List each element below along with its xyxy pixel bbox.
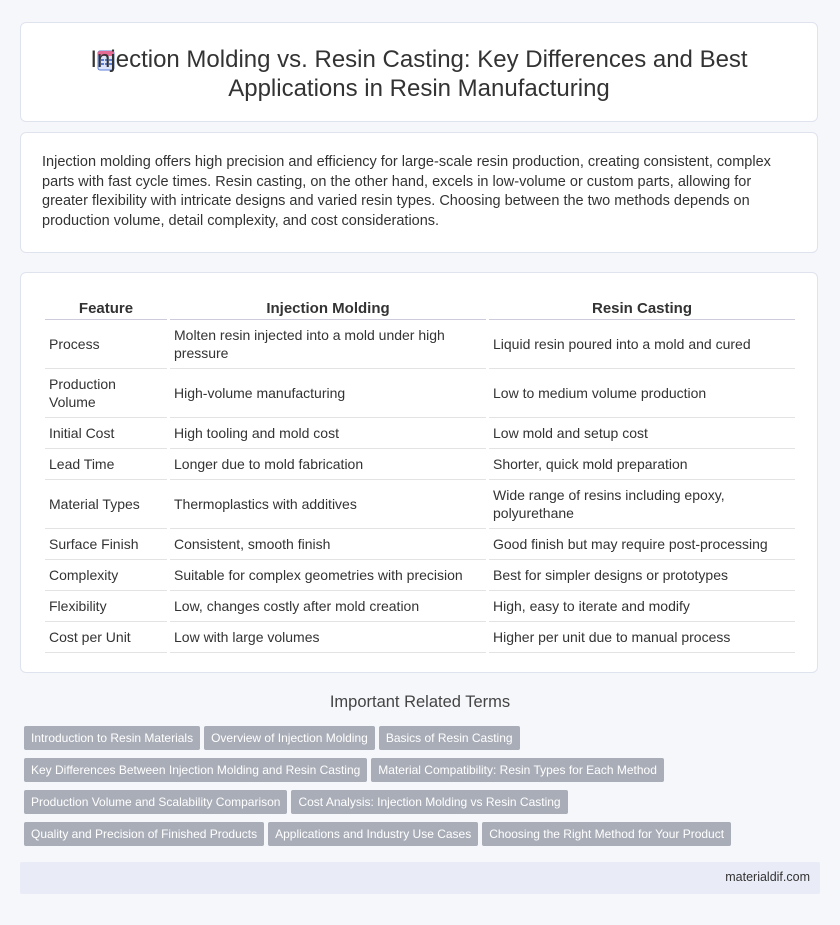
comparison-table-card (20, 272, 818, 673)
header-feature: Feature (45, 295, 167, 320)
cell-resin-casting: Wide range of resins including epoxy, polyurethane (489, 480, 795, 529)
cell-resin-casting: Higher per unit due to manual process (489, 622, 795, 653)
table-row (45, 480, 795, 529)
table-row (45, 591, 795, 622)
cell-injection-molding: Low with large volumes (170, 622, 486, 653)
cell-resin-casting: High, easy to iterate and modify (489, 591, 795, 622)
related-term-tag[interactable]: Introduction to Resin Materials (24, 726, 200, 750)
related-term-tag[interactable]: Material Compatibility: Resin Types for Each Method (371, 758, 664, 782)
intro-paragraph: Injection molding offers high precision and efficiency for large-scale resin production, creating consistent, complex parts with fast cycle times. Resin casting, on the other hand, excels in low-volume or custom parts, allowing for greater flexibility with intricate designs and varied resin types. Choosing between the two methods depends on production volume, detail complexity, and cost considerations. (42, 154, 771, 229)
cell-injection-molding: Thermoplastics with additives (170, 480, 486, 529)
cell-feature: Production Volume (45, 369, 167, 418)
comparison-table (42, 295, 798, 653)
cell-injection-molding: Low, changes costly after mold creation (170, 591, 486, 622)
cell-feature: Cost per Unit (45, 622, 167, 653)
table-row (45, 529, 795, 560)
cell-resin-casting: Best for simpler designs or prototypes (489, 560, 795, 591)
page-title-line-2: Applications in Resin Manufacturing (228, 75, 610, 102)
cell-feature: Lead Time (45, 449, 167, 480)
related-term-tag[interactable]: Key Differences Between Injection Molding and Resin Casting (24, 758, 367, 782)
related-term-tag[interactable]: Basics of Resin Casting (379, 726, 520, 750)
intro-card (20, 132, 818, 253)
cell-injection-molding: Consistent, smooth finish (170, 529, 486, 560)
related-term-tag[interactable]: Choosing the Right Method for Your Product (482, 822, 731, 846)
cell-feature: Material Types (45, 480, 167, 529)
table-row (45, 320, 795, 369)
related-term-tag[interactable]: Cost Analysis: Injection Molding vs Resin Casting (291, 790, 567, 814)
cell-feature: Flexibility (45, 591, 167, 622)
cell-resin-casting: Low mold and setup cost (489, 418, 795, 449)
footer-bar (20, 862, 820, 894)
page-title (21, 45, 817, 103)
cell-feature: Complexity (45, 560, 167, 591)
cell-injection-molding: High tooling and mold cost (170, 418, 486, 449)
related-term-tag[interactable]: Production Volume and Scalability Comparison (24, 790, 287, 814)
header-injection-molding: Injection Molding (170, 295, 486, 320)
cell-resin-casting: Good finish but may require post-processing (489, 529, 795, 560)
cell-feature: Surface Finish (45, 529, 167, 560)
page-title-line-1: Injection Molding vs. Resin Casting: Key Differences and Best (90, 46, 748, 73)
related-terms-heading: Important Related Terms (329, 693, 511, 711)
table-header-row (45, 295, 795, 320)
cell-injection-molding: Longer due to mold fabrication (170, 449, 486, 480)
cell-feature: Initial Cost (45, 418, 167, 449)
header-resin-casting: Resin Casting (489, 295, 795, 320)
title-card (20, 22, 818, 122)
cell-injection-molding: Molten resin injected into a mold under high pressure (170, 320, 486, 369)
related-term-tag[interactable]: Quality and Precision of Finished Products (24, 822, 264, 846)
table-row (45, 449, 795, 480)
table-row (45, 418, 795, 449)
table-row (45, 622, 795, 653)
related-term-tag[interactable]: Overview of Injection Molding (204, 726, 375, 750)
table-row (45, 369, 795, 418)
cell-resin-casting: Low to medium volume production (489, 369, 795, 418)
cell-injection-molding: Suitable for complex geometries with precision (170, 560, 486, 591)
cell-feature: Process (45, 320, 167, 369)
footer-site-link[interactable]: materialdif.com (725, 870, 810, 884)
related-term-tag[interactable]: Applications and Industry Use Cases (268, 822, 478, 846)
cell-resin-casting: Liquid resin poured into a mold and cured (489, 320, 795, 369)
table-row (45, 560, 795, 591)
cell-injection-molding: High-volume manufacturing (170, 369, 486, 418)
related-terms-list (24, 726, 814, 854)
cell-resin-casting: Shorter, quick mold preparation (489, 449, 795, 480)
